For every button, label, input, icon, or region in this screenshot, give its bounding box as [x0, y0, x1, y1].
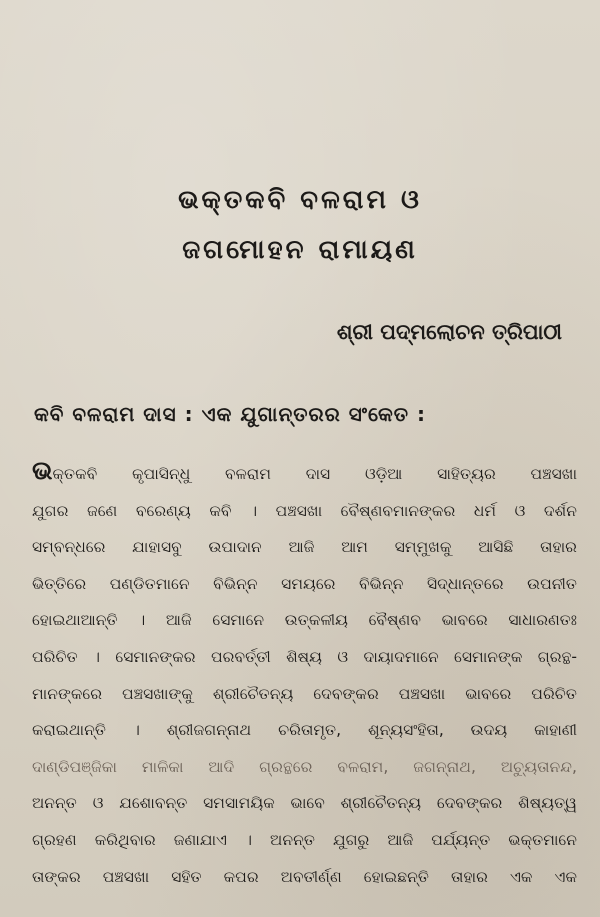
paragraph-line: ସମ୍ବନ୍ଧରେ ଯାହାସବୁ ଉପାଦାନ ଆଜି ଆମ ସମ୍ମୁଖକୁ ଆସିଛି ତାହାର: [32, 538, 577, 557]
drop-cap: ଭ: [32, 456, 53, 486]
title-line-1: ଭକ୍ତକବି ବଳରାମ ଓ: [178, 185, 422, 215]
paragraph-line: ଦାଣ୍ଡିପଞ୍ଜିକା ମାଳିକା ଆଦି ଗ୍ରନ୍ଥରେ ବଳରାମ, ଜଗନ୍ନାଥ, ଅଚ୍ୟୁତାନନ୍ଦ,: [32, 757, 577, 776]
paragraph-line: ଯୁଗର ଜଣେ ବରେଣ୍ୟ କବି । ପଞ୍ଚସଖା ବୈଷ୍ଣବମାନଙ୍କର ଧର୍ମ ଓ ଦର୍ଶନ: [32, 501, 577, 520]
paragraph-line: ହୋଇଥାଆନ୍ତି । ଆଜି ସେମାନେ ଉତ୍କଳୀୟ ବୈଷ୍ଣବ ଭାବରେ ସାଧାରଣତଃ: [32, 611, 577, 630]
article-title: [0, 175, 600, 275]
body-paragraph: [32, 456, 577, 895]
paragraph-line: ଅନନ୍ତ ଓ ଯଶୋବନ୍ତ ସମସାମୟିକ ଭାବେ ଶ୍ରୀଚୈତନ୍ୟ ଦେବଙ୍କର ଶିଷ୍ୟତ୍ୱ: [32, 794, 577, 813]
paragraph-line: ଭିତ୍ତିରେ ପଣ୍ଡିତମାନେ ବିଭିନ୍ନ ସମୟରେ ବିଭିନ୍ନ ସିଦ୍ଧାନ୍ତରେ ଉପନୀତ: [32, 574, 577, 593]
paragraph-line: ପରିଚିତ । ସେମାନଙ୍କର ପରବର୍ତ୍ତୀ ଶିଷ୍ୟ ଓ ଦାୟାଦମାନେ ସେମାନଙ୍କ ଗ୍ରନ୍ଥ-: [32, 647, 577, 666]
first-line-text: କ୍ତକବି କୃପାସିନ୍ଧୁ ବଳରାମ ଦାସ ଓଡ଼ିଆ ସାହିତ୍ୟର ପଞ୍ଚସଖା: [52, 465, 577, 483]
paragraph-line: ତାଙ୍କର ପଞ୍ଚସଖା ସହିତ କପର ଅବତୀର୍ଣ୍ଣ ହୋଇଛନ୍ତି ତାହାର ଏକ ଏକ: [32, 867, 577, 886]
title-line-2: ଜଗମୋହନ ରାମାୟଣ: [182, 235, 418, 265]
author-name: ଶ୍ରୀ ପଦ୍ମଲୋଚନ ତ୍ରିପାଠୀ: [336, 320, 562, 344]
section-heading: କବି ବଳରାମ ଦାସ : ଏକ ଯୁଗାନ୍ତରର ସଂକେତ :: [34, 402, 426, 426]
paragraph-line: ଗ୍ରହଣ କରିଥିବାର ଜଣାଯାଏ । ଅନନ୍ତ ଯୁଗରୁ ଆଜି ପର୍ଯ୍ୟନ୍ତ ଭକ୍ତମାନେ: [32, 830, 577, 849]
paragraph-line: କରାଇଥାନ୍ତି । ଶ୍ରୀଜଗନ୍ନାଥ ଚରିତାମୃତ, ଶୂନ୍ୟସଂହିତା, ଉଦୟ କାହାଣୀ: [32, 721, 577, 740]
paragraph-line: ମାନଙ୍କରେ ପଞ୍ଚସଖାଙ୍କୁ ଶ୍ରୀଚୈତନ୍ୟ ଦେବଙ୍କର ପଞ୍ଚସଖା ଭାବରେ ପରିଚିତ: [32, 684, 577, 703]
paragraph-line-1: [32, 456, 577, 493]
